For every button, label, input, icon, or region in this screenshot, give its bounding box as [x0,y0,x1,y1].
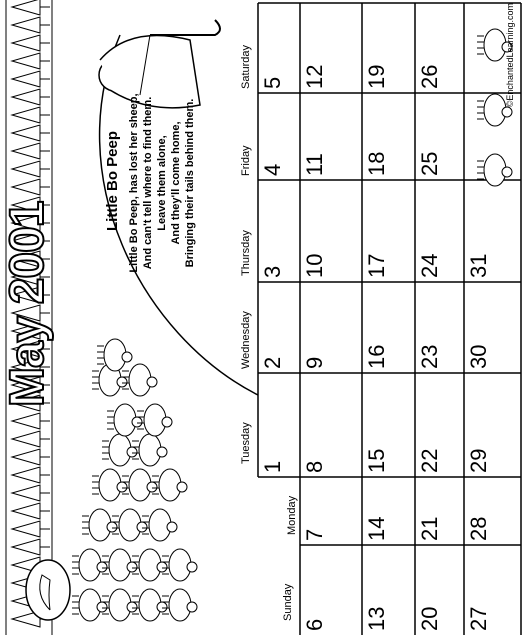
day-4: 4 [260,163,285,176]
sheep-head [162,417,172,427]
sheep-head [147,377,157,387]
sheep-head [167,522,177,532]
day-17: 17 [364,253,389,278]
tree-icon [12,17,40,33]
day-21: 21 [417,516,442,541]
day-26: 26 [417,64,442,89]
day-25: 25 [417,151,442,176]
sheep-head [127,447,137,457]
day-8: 8 [302,460,327,473]
day-6: 6 [302,618,327,631]
poem-title: Little Bo Peep [104,130,121,231]
day-11: 11 [302,153,327,176]
day-7: 7 [302,528,327,541]
day-31: 31 [466,253,491,278]
day-16: 16 [364,344,389,369]
poem-line: Bringing their tails behind them. [184,98,196,268]
tree-icon [12,71,40,87]
poem-line: Little Bo Peep, has lost her sheep, [128,93,140,273]
day-27: 27 [466,606,491,631]
day-18: 18 [364,151,389,176]
tree-icon [12,413,40,429]
day-9: 9 [302,356,327,369]
day-3: 3 [260,265,285,278]
day-1: 1 [260,460,285,473]
year-label: 2001 [1,201,54,305]
tree-icon [12,539,40,555]
tree-icon [12,449,40,465]
day-29: 29 [466,448,491,473]
sheep-head [127,562,137,572]
weekday-monday: Monday [286,495,298,535]
tree-icon [12,503,40,519]
sheep-head [177,482,187,492]
day-13: 13 [364,606,389,631]
poem-line: And can't tell where to find them. [142,96,154,270]
month-label: May [1,316,54,407]
weekday-saturday: Saturday [240,44,252,89]
tree-icon [12,89,40,105]
day-5: 5 [260,76,285,89]
month-year-title [0,157,56,407]
sheep-head [157,562,167,572]
sheep-head [117,482,127,492]
sheep-head [502,167,512,177]
sheep-head [122,352,132,362]
weekday-wednesday: Wednesday [240,311,252,369]
sheep-head [187,602,197,612]
day-24: 24 [417,253,442,278]
day-20: 20 [417,606,442,631]
day-30: 30 [466,344,491,369]
day-28: 28 [466,516,491,541]
weekday-sunday: Sunday [282,583,294,621]
day-22: 22 [417,448,442,473]
tree-icon [12,0,40,15]
day-23: 23 [417,344,442,369]
tree-icon [12,467,40,483]
tree-icon [12,485,40,501]
credit-text: ©EnchantedLearning.com [505,3,515,108]
sheep-head [107,522,117,532]
crook-icon [150,20,220,35]
weekday-friday: Friday [240,145,252,176]
day-12: 12 [302,64,327,89]
poem-line: Leave them alone, [156,135,168,231]
sheep-head [127,602,137,612]
tree-icon [12,107,40,123]
sheep-head [157,602,167,612]
sheep-head [117,377,127,387]
sheep-head [147,482,157,492]
day-14: 14 [364,516,389,541]
poem-line: And they'll come home, [170,121,182,245]
sheep-head [97,602,107,612]
day-15: 15 [364,448,389,473]
weekday-thursday: Thursday [240,230,252,276]
weekday-tuesday: Tuesday [240,422,252,464]
sheep-head [132,417,142,427]
sheep-head [157,447,167,457]
tree-icon [12,521,40,537]
tree-icon [12,53,40,69]
sheep-head [137,522,147,532]
day-10: 10 [302,253,327,278]
tree-icon [12,35,40,51]
tree-icon [12,125,40,141]
tree-icon [12,431,40,447]
sheep-head [97,562,107,572]
sheep-head [187,562,197,572]
day-19: 19 [364,64,389,89]
day-2: 2 [260,356,285,369]
